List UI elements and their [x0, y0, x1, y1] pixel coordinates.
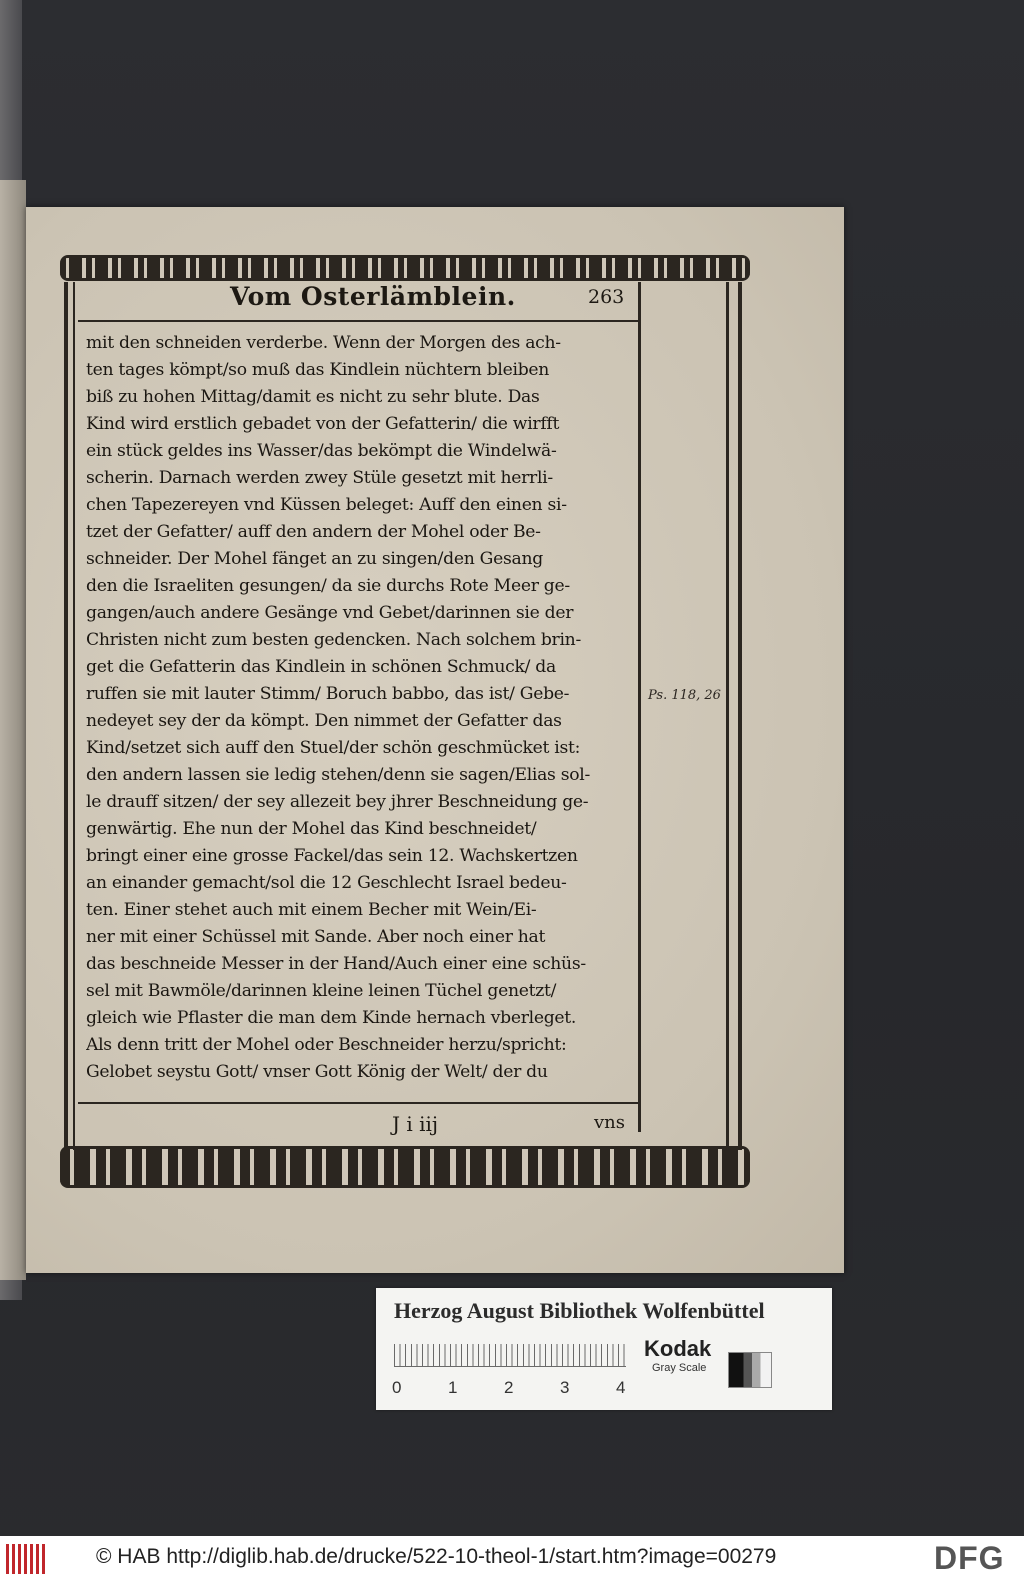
- gray-scale-patch: [728, 1352, 772, 1388]
- source-link[interactable]: © HAB http://diglib.hab.de/drucke/522-10-theol-1/start.htm?image=00279: [96, 1545, 777, 1568]
- right-frame-rule: [738, 282, 742, 1150]
- text-line: Kind wird erstlich gebadet von der Gefatterin/ die wirfft: [86, 414, 560, 434]
- color-calibration-card: [376, 1288, 832, 1410]
- ruler-number: 0: [392, 1378, 402, 1397]
- text-line: bringt einer eine grosse Fackel/das sein 12. Wachskertzen: [86, 846, 578, 866]
- dfg-logo: DFG: [934, 1540, 1005, 1576]
- body-text: [86, 330, 632, 1086]
- text-line: gangen/auch andere Gesänge vnd Gebet/darinnen sie der: [86, 603, 574, 623]
- text-line: Gelobet seystu Gott/ vnser Gott König der Welt/ der du: [86, 1062, 548, 1082]
- kodak-brand: Kodak: [644, 1336, 712, 1361]
- text-line: ruffen sie mit lauter Stimm/ Boruch babbo, das ist/ Gebe-: [86, 684, 570, 704]
- text-line: get die Gefatterin das Kindlein in schönen Schmuck/ da: [86, 657, 556, 677]
- text-line: den die Israeliten gesungen/ da sie durchs Rote Meer ge-: [86, 576, 570, 596]
- left-frame-rule-inner: [73, 282, 75, 1150]
- text-line: nedeyet sey der da kömpt. Den nimmet der Gefatter das: [86, 711, 562, 731]
- footer-bar: [0, 1536, 1024, 1582]
- text-line: Als denn tritt der Mohel oder Beschneider herzu/spricht:: [86, 1035, 567, 1055]
- text-line: tzet der Gefatter/ auff den andern der Mohel oder Be-: [86, 522, 541, 542]
- text-line: chen Tapezereyen vnd Küssen beleget: Auff den einen si-: [86, 495, 567, 515]
- gray-scale-label: Gray Scale: [652, 1362, 707, 1374]
- footer-rule: [78, 1102, 638, 1104]
- text-line: den andern lassen sie ledig stehen/denn sie sagen/Elias sol-: [86, 765, 590, 785]
- text-line: ten. Einer stehet auch mit einem Becher mit Wein/Ei-: [86, 900, 537, 920]
- text-line: scherin. Darnach werden zwey Stüle gesetzt mit herrli-: [86, 468, 553, 488]
- text-line: gleich wie Pflaster die man dem Kinde hernach vberleget.: [86, 1008, 577, 1028]
- library-name: Herzog August Bibliothek Wolfenbüttel: [394, 1298, 765, 1323]
- right-frame-rule-inner: [726, 282, 729, 1150]
- running-head: Vom Osterlämblein.: [230, 282, 516, 311]
- page-number: 263: [588, 286, 625, 308]
- ruler-number: 1: [448, 1378, 458, 1397]
- margin-note: Ps. 118, 26: [648, 688, 721, 703]
- text-line: ten tages kömpt/so muß das Kindlein nüchtern bleiben: [86, 360, 550, 380]
- catchword: vns: [594, 1112, 625, 1133]
- text-line: biß zu hohen Mittag/damit es nicht zu sehr blute. Das: [86, 387, 540, 407]
- book-edge-light: [0, 180, 26, 1280]
- scale-ruler: [394, 1344, 626, 1367]
- text-line: an einander gemacht/sol die 12 Geschlecht Israel bedeu-: [86, 873, 567, 893]
- ruler-number: 2: [504, 1378, 514, 1397]
- ruler-number: 3: [560, 1378, 570, 1397]
- text-column-rule: [638, 282, 641, 1132]
- ruler-number: 4: [616, 1378, 626, 1397]
- text-line: mit den schneiden verderbe. Wenn der Morgen des ach-: [86, 333, 561, 353]
- text-line: das beschneide Messer in der Hand/Auch einer eine schüs-: [86, 954, 586, 974]
- text-line: sel mit Bawmöle/darinnen kleine leinen Tüchel genetzt/: [86, 981, 557, 1001]
- text-line: ein stück geldes ins Wasser/das bekömpt die Windelwä-: [86, 441, 557, 461]
- text-line: ner mit einer Schüssel mit Sande. Aber noch einer hat: [86, 927, 546, 947]
- left-frame-rule: [64, 282, 68, 1150]
- bottom-ornament-border: [60, 1146, 750, 1188]
- top-ornament-border: [60, 255, 750, 281]
- barcode-icon: [6, 1544, 48, 1574]
- text-line: genwärtig. Ehe nun der Mohel das Kind beschneidet/: [86, 819, 537, 839]
- signature-mark: J i iij: [392, 1112, 439, 1136]
- text-line: Kind/setzet sich auff den Stuel/der schön geschmücket ist:: [86, 738, 581, 758]
- text-line: Christen nicht zum besten gedencken. Nach solchem brin-: [86, 630, 581, 650]
- text-line: le drauff sitzen/ der sey allezeit bey jhrer Beschneidung ge-: [86, 792, 589, 812]
- text-line: schneider. Der Mohel fänget an zu singen/den Gesang: [86, 549, 543, 569]
- header-rule: [78, 320, 638, 322]
